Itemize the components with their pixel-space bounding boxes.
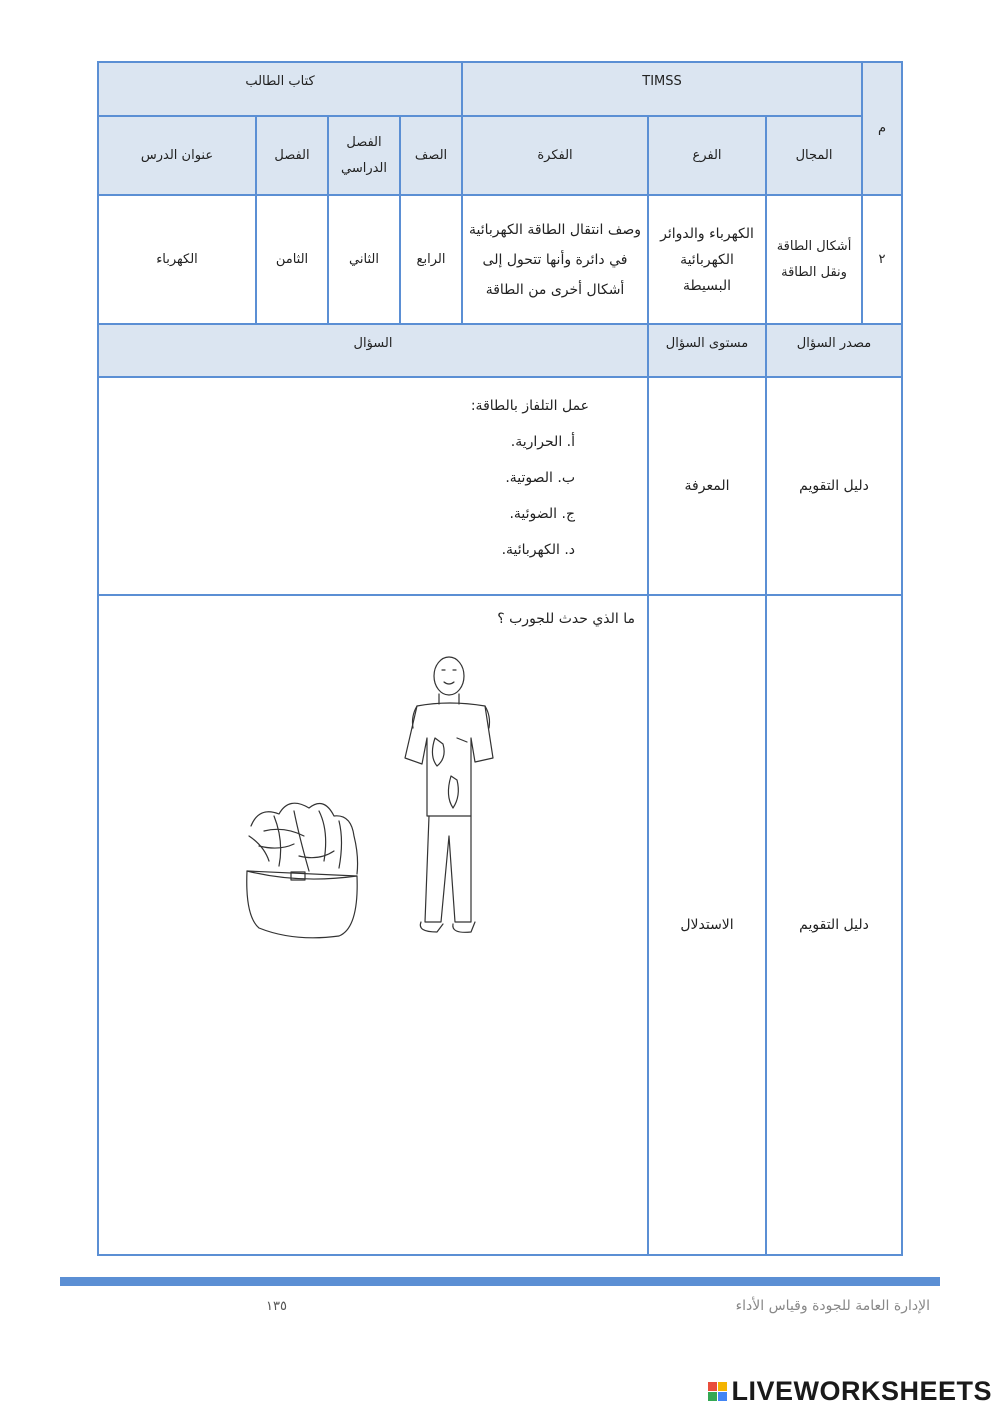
- logo-square-1: [708, 1382, 717, 1391]
- lesson-title-column-header: عنوان الدرس: [98, 116, 256, 195]
- domain-cell: أشكال الطاقة ونقل الطاقة: [766, 195, 862, 324]
- logo-square-2: [718, 1382, 727, 1391]
- grade-cell: الرابع: [400, 195, 462, 324]
- q2-source-cell: دليل التقويم: [766, 595, 902, 1255]
- q1-source-cell: دليل التقويم: [766, 377, 902, 595]
- q2-level-cell: الاستدلال: [648, 595, 766, 1255]
- idea-column-header: الفكرة: [462, 116, 648, 195]
- q1-option-b[interactable]: ب. الصوتية.: [505, 470, 576, 486]
- domain-column-header: المجال: [766, 116, 862, 195]
- q1-option-d[interactable]: د. الكهربائية.: [501, 542, 576, 558]
- footer-bar: [60, 1277, 940, 1286]
- branch-cell: الكهرباء والدوائر الكهربائية البسيطة: [648, 195, 766, 324]
- chapter-column-header: الفصل: [256, 116, 328, 195]
- worksheet-table-container: [97, 61, 901, 1254]
- question-column-header: السؤال: [98, 324, 648, 377]
- grade-column-header: الصف: [400, 116, 462, 195]
- lesson-title-cell: الكهرباء: [98, 195, 256, 324]
- man-holding-shirt-icon: [405, 657, 493, 932]
- liveworksheets-wordmark: LIVEWORKSHEETS: [731, 1376, 992, 1406]
- row-number: ٢: [862, 195, 902, 324]
- level-column-header: مستوى السؤال: [648, 324, 766, 377]
- timss-header: TIMSS: [462, 62, 862, 116]
- chapter-cell: الثامن: [256, 195, 328, 324]
- laundry-basket-icon: [247, 803, 358, 938]
- q1-question-cell: [98, 377, 648, 595]
- q2-question-cell: [98, 595, 648, 1255]
- page-number: ١٣٥: [266, 1299, 287, 1314]
- q1-option-c[interactable]: ج. الضوئية.: [509, 506, 576, 522]
- branch-column-header: الفرع: [648, 116, 766, 195]
- q1-stem: عمل التلفاز بالطاقة:: [470, 398, 590, 414]
- index-header: م: [862, 62, 902, 195]
- q1-option-a[interactable]: أ. الحرارية.: [510, 434, 576, 450]
- semester-cell: الثاني: [328, 195, 400, 324]
- q2-stem: ما الذي حدث للجورب ؟: [497, 611, 636, 627]
- liveworksheets-logo[interactable]: [708, 1376, 992, 1407]
- q1-content: [99, 378, 589, 568]
- logo-square-4: [718, 1392, 727, 1401]
- semester-column-header: الفصل الدراسي: [328, 116, 400, 195]
- student-book-header: كتاب الطالب: [98, 62, 462, 116]
- q1-level-cell: المعرفة: [648, 377, 766, 595]
- idea-cell: وصف انتقال الطاقة الكهربائية في دائرة وأنها تتحول إلى أشكال أخرى من الطاقة: [462, 195, 648, 324]
- curriculum-table: [97, 61, 903, 1256]
- department-name: الإدارة العامة للجودة وقياس الأداء: [735, 1298, 930, 1314]
- source-column-header: مصدر السؤال: [766, 324, 902, 377]
- logo-square-3: [708, 1392, 717, 1401]
- liveworksheets-logo-icon: [708, 1382, 727, 1401]
- laundry-illustration: [239, 646, 509, 946]
